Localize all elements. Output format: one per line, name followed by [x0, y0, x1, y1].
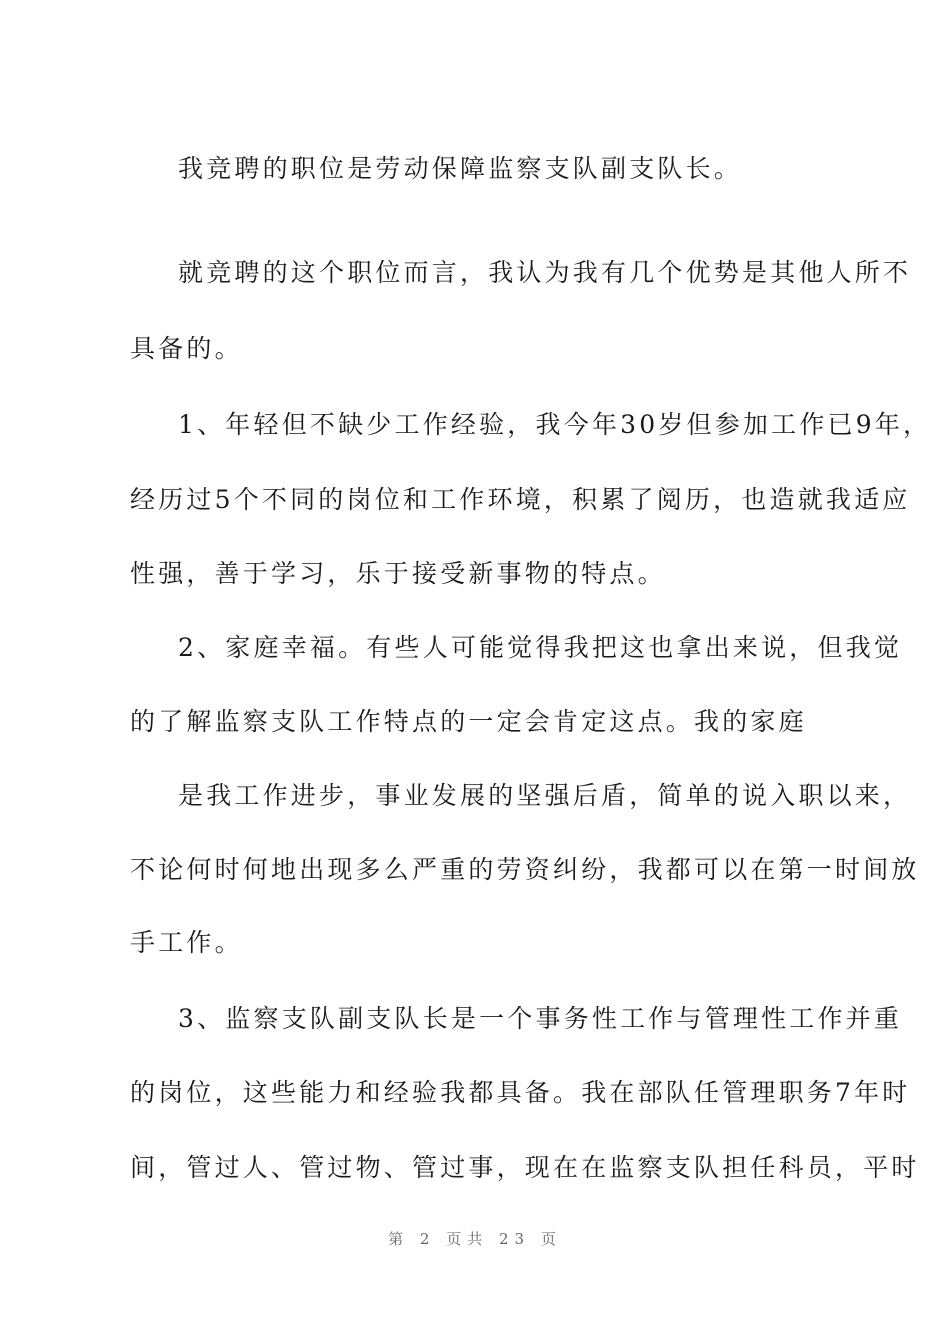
text-line: 手工作。 — [130, 928, 243, 957]
text-line: 具备的。 — [130, 334, 243, 363]
text-line: 的岗位，这些能力和经验我都具备。我在部队任管理职务7年时 — [130, 1078, 911, 1107]
text-line: 不论何时何地出现多么严重的劳资纠纷，我都可以在第一时间放 — [130, 855, 920, 884]
text-line: 3、监察支队副支队长是一个事务性工作与管理性工作并重 — [178, 1004, 903, 1033]
text-line: 1、年轻但不缺少工作经验，我今年30岁但参加工作已9年， — [178, 410, 932, 439]
page-number-footer: 第 2 页共 23 页 — [388, 1230, 562, 1248]
text-line: 经历过5个不同的岗位和工作环境，积累了阅历，也造就我适应 — [130, 485, 911, 514]
text-line: 就竞聘的这个职位而言，我认为我有几个优势是其他人所不 — [178, 258, 912, 287]
text-line: 2、家庭幸福。有些人可能觉得我把这也拿出来说，但我觉 — [178, 633, 903, 662]
text-line: 我竞聘的职位是劳动保障监察支队副支队长。 — [178, 154, 743, 183]
text-line: 的了解监察支队工作特点的一定会肯定这点。我的家庭 — [130, 707, 807, 736]
text-line: 是我工作进步，事业发展的坚强后盾，简单的说入职以来， — [178, 781, 912, 810]
text-line: 间，管过人、管过物、管过事，现在在监察支队担任科员，平时 — [130, 1153, 920, 1182]
text-line: 性强，善于学习，乐于接受新事物的特点。 — [130, 559, 666, 588]
